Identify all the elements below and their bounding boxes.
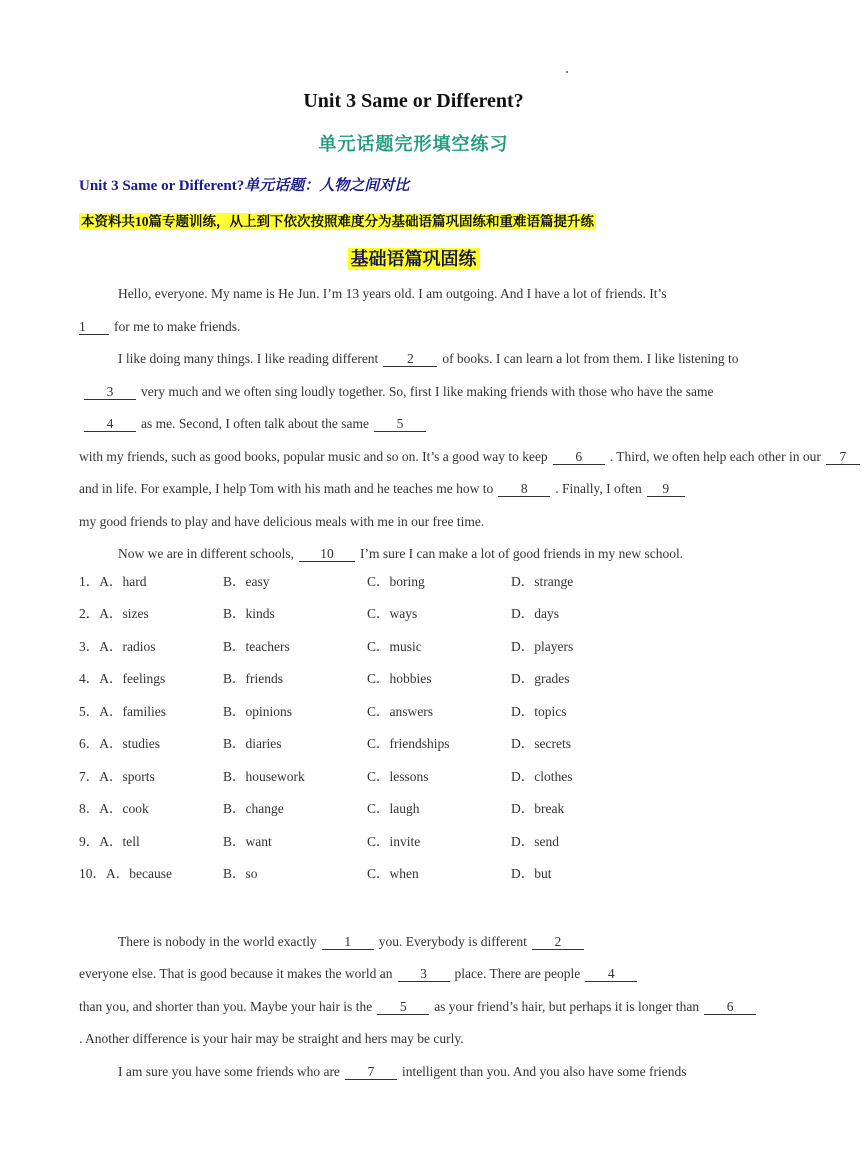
notice-text: 本资料共10篇专题训练，从上到下依次按照难度分为基础语篇巩固练和重难语篇提升练	[81, 214, 594, 229]
option-d[interactable]: send	[534, 833, 559, 849]
option-a[interactable]: because	[129, 866, 172, 881]
option-c[interactable]: ways	[389, 606, 418, 621]
option-d[interactable]: break	[534, 801, 565, 816]
option-a[interactable]: feelings	[122, 671, 166, 686]
option-c[interactable]: boring	[389, 573, 425, 589]
option-a[interactable]: tell	[122, 833, 140, 849]
option-b[interactable]: opinions	[245, 703, 293, 719]
option-d[interactable]: grades	[534, 671, 570, 686]
options-list	[79, 571, 749, 896]
option-c[interactable]: music	[389, 638, 422, 654]
page-subtitle: 单元话题完形填空练习	[318, 134, 509, 154]
option-b[interactable]: kinds	[245, 606, 275, 621]
blank-8[interactable]: 8	[498, 481, 550, 497]
option-row: 5．A．families B．opinions C．answers D．topics	[79, 703, 567, 719]
option-a[interactable]: hard	[122, 573, 147, 589]
option-b[interactable]: want	[245, 833, 272, 849]
notice-banner	[79, 212, 749, 232]
blank-10[interactable]: 10	[299, 546, 355, 562]
option-c[interactable]: answers	[389, 703, 434, 719]
option-d[interactable]: topics	[534, 703, 567, 719]
passage-2	[79, 926, 749, 1089]
option-row: 8．A．cook B．change C．laugh D．break	[79, 801, 565, 816]
unit-topic	[79, 176, 749, 196]
blank-7[interactable]: 7	[826, 449, 860, 465]
blank-3[interactable]: 3	[398, 966, 450, 982]
option-b[interactable]: diaries	[245, 736, 282, 751]
blank-4[interactable]: 4	[84, 416, 136, 432]
option-b[interactable]: change	[245, 801, 284, 816]
passage-1-paragraph-3: Now we are in different schools, 10 I’m sure I can make a lot of good friends in my new school.	[118, 546, 684, 561]
option-d[interactable]: secrets	[534, 736, 571, 751]
scan-dot	[566, 71, 568, 73]
option-b[interactable]: housework	[245, 768, 305, 784]
blank-9[interactable]: 9	[647, 481, 685, 497]
blank-7[interactable]: 7	[345, 1064, 397, 1080]
passage-2-paragraph-1: There is nobody in the world exactly 1 you. Everybody is different 2 everyone else. That is good because it makes the world an 3 place. There are people 4 than you, and shorter than you. Maybe your hair is the 5 as your friend’s hair, but perhaps it is longer than 6 . Another difference is your hair may be straight and hers may be curly.	[79, 926, 749, 1056]
blank-4[interactable]: 4	[585, 966, 637, 982]
option-d[interactable]: players	[534, 638, 574, 654]
option-c[interactable]: hobbies	[389, 671, 432, 686]
section-heading	[0, 246, 827, 274]
option-c[interactable]: when	[389, 866, 419, 881]
blank-1[interactable]: 1	[79, 319, 109, 335]
option-b[interactable]: so	[245, 866, 258, 881]
option-b[interactable]: teachers	[245, 638, 290, 654]
option-a[interactable]: families	[122, 703, 166, 719]
option-row: 6．A．studies B．diaries C．friendships D．secrets	[79, 736, 571, 751]
option-d[interactable]: clothes	[534, 768, 573, 784]
option-row: 2．A．sizes B．kinds C．ways D．days	[79, 606, 559, 621]
option-c[interactable]: laugh	[389, 801, 420, 816]
option-d[interactable]: strange	[534, 573, 574, 589]
option-a[interactable]: sizes	[122, 606, 149, 621]
passage-1-paragraph-2: I like doing many things. I like reading different 2 of books. I can learn a lot from them. I like listening to 3 very much and we often sing loudly together. So, first I like making friends with those who have the same 4 as me. Second, I often talk about the same 5 with my friends, such as good books, popular music and so on. It’s a good way to keep 6 . Third, we often help each other in our 7 and in life. For example, I help Tom with his math and he teaches me how to 8 . Finally, I often 9 my good friends to play and have delicious meals with me in our free time.	[79, 343, 749, 538]
option-c[interactable]: lessons	[389, 768, 429, 784]
option-a[interactable]: studies	[122, 736, 161, 751]
option-a[interactable]: radios	[122, 638, 156, 654]
option-row: 4．A．feelings B．friends C．hobbies D．grades	[79, 671, 570, 686]
option-row: 7．A．sports B．housework C．lessons D．clothes	[79, 768, 573, 784]
passage-1-paragraph-1: Hello, everyone. My name is He Jun. I’m 13 years old. I am outgoing. And I have a lot of friends. It’s 1 for me to make friends.	[79, 286, 667, 334]
option-d[interactable]: days	[534, 606, 559, 621]
page-title: Unit 3 Same or Different?	[303, 90, 524, 112]
blank-3[interactable]: 3	[84, 384, 136, 400]
option-a[interactable]: cook	[122, 801, 149, 816]
option-c[interactable]: invite	[389, 833, 421, 849]
option-row: 1．A．hard B．easy C．boring D．strange	[79, 573, 574, 589]
section-heading-text: 基础语篇巩固练	[348, 248, 480, 270]
blank-5[interactable]: 5	[377, 999, 429, 1015]
option-b[interactable]: friends	[245, 671, 284, 686]
option-a[interactable]: sports	[122, 768, 155, 784]
blank-6[interactable]: 6	[553, 449, 605, 465]
blank-1[interactable]: 1	[322, 934, 374, 950]
blank-6[interactable]: 6	[704, 999, 756, 1015]
option-b[interactable]: easy	[245, 573, 270, 589]
option-row: 10．A．because B．so C．when D．but	[79, 866, 552, 881]
option-d[interactable]: but	[534, 866, 552, 881]
passage-2-paragraph-2: I am sure you have some friends who are 7 intelligent than you. And you also have some friends	[118, 1063, 687, 1079]
option-row: 9．A．tell B．want C．invite D．send	[79, 833, 559, 849]
blank-5[interactable]: 5	[374, 416, 426, 432]
topic-en: Unit 3 Same or Different?	[79, 178, 245, 194]
blank-2[interactable]: 2	[532, 934, 584, 950]
passage-1	[79, 278, 847, 571]
blank-2[interactable]: 2	[383, 351, 437, 367]
option-row: 3．A．radios B．teachers C．music D．players	[79, 638, 574, 654]
option-c[interactable]: friendships	[389, 736, 450, 751]
topic-cn: 单元话题：人物之间对比	[244, 178, 410, 194]
